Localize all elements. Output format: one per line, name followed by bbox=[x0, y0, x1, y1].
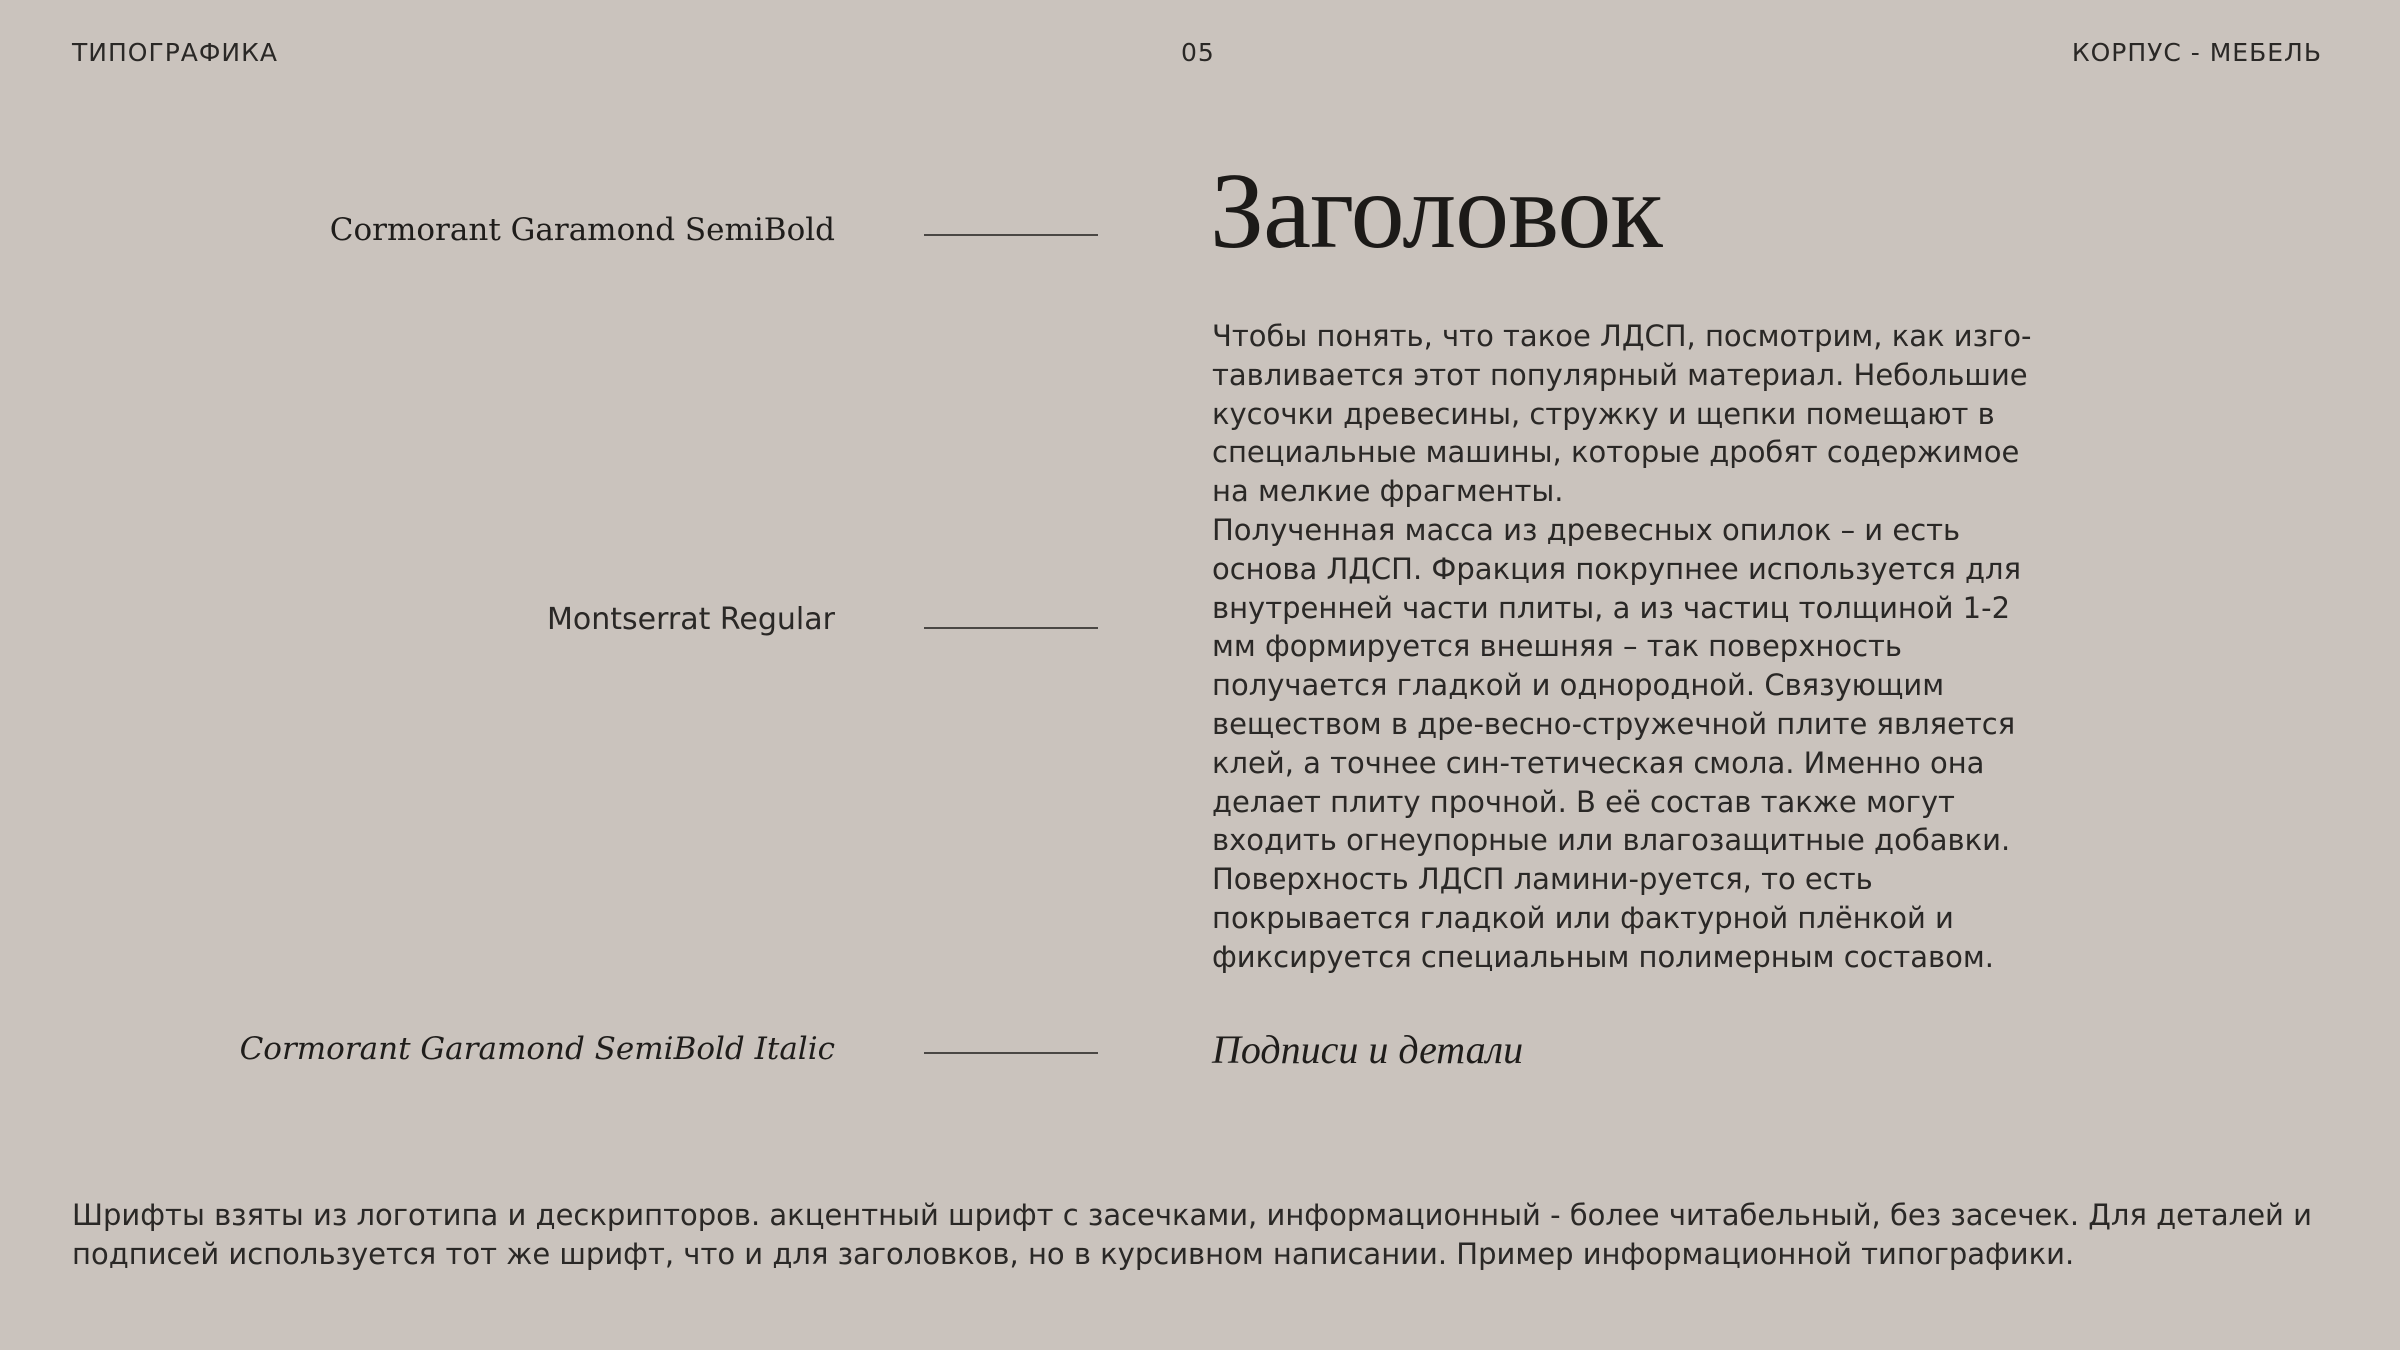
caption-sample: Подписи и детали bbox=[1212, 1027, 1524, 1072]
caption-connector-line bbox=[924, 1052, 1098, 1054]
heading-font-label: Cormorant Garamond SemiBold bbox=[329, 212, 835, 248]
page-number: 05 bbox=[1181, 38, 1215, 67]
brand-name: КОРПУС - МЕБЕЛЬ bbox=[2071, 38, 2322, 67]
body-connector-line bbox=[924, 627, 1098, 629]
footer-description: Шрифты взяты из логотипа и дескрипторов. акцентный шрифт с засечками, информационный - более читабельный, без засечек. Для деталей и подписей используется тот же шрифт, что и для заголовков, но в курсивном написании. Пример информационной типографики. bbox=[72, 1198, 2312, 1271]
body-text-sample bbox=[1212, 317, 2062, 977]
body-font-label: Montserrat Regular bbox=[547, 602, 835, 637]
caption-font-label: Cormorant Garamond SemiBold Italic bbox=[239, 1031, 835, 1067]
body-paragraph: Полученная масса из древесных опилок – и есть основа ЛДСП. Фракция покрупнее используется для внутренней части плиты, а из частиц толщиной 1-2 мм формируется внешняя – так поверхность получается гладкой и однородной. Связующим веществом в дре-весно-стружечной плите является клей, а точнее син-тетическая смола. Именно она делает плиту прочной. В её состав также могут входить огнеупорные или влагозащитные добавки. Поверхность ЛДСП ламини-руется, то есть покрывается гладкой или фактурной плёнкой и фиксируется специальным полимерным составом. bbox=[1212, 512, 2022, 974]
section-title: ТИПОГРАФИКА bbox=[72, 38, 278, 67]
heading-connector-line bbox=[924, 234, 1098, 236]
heading-sample: Заголовок bbox=[1210, 152, 1662, 271]
body-paragraph: Чтобы понять, что такое ЛДСП, посмотрим, как изго-тавливается этот популярный материал. Небольшие кусочки древесины, стружку и щепки помещают в специальные машины, которые дробят содержимое на мелкие фрагменты. bbox=[1212, 319, 2032, 509]
